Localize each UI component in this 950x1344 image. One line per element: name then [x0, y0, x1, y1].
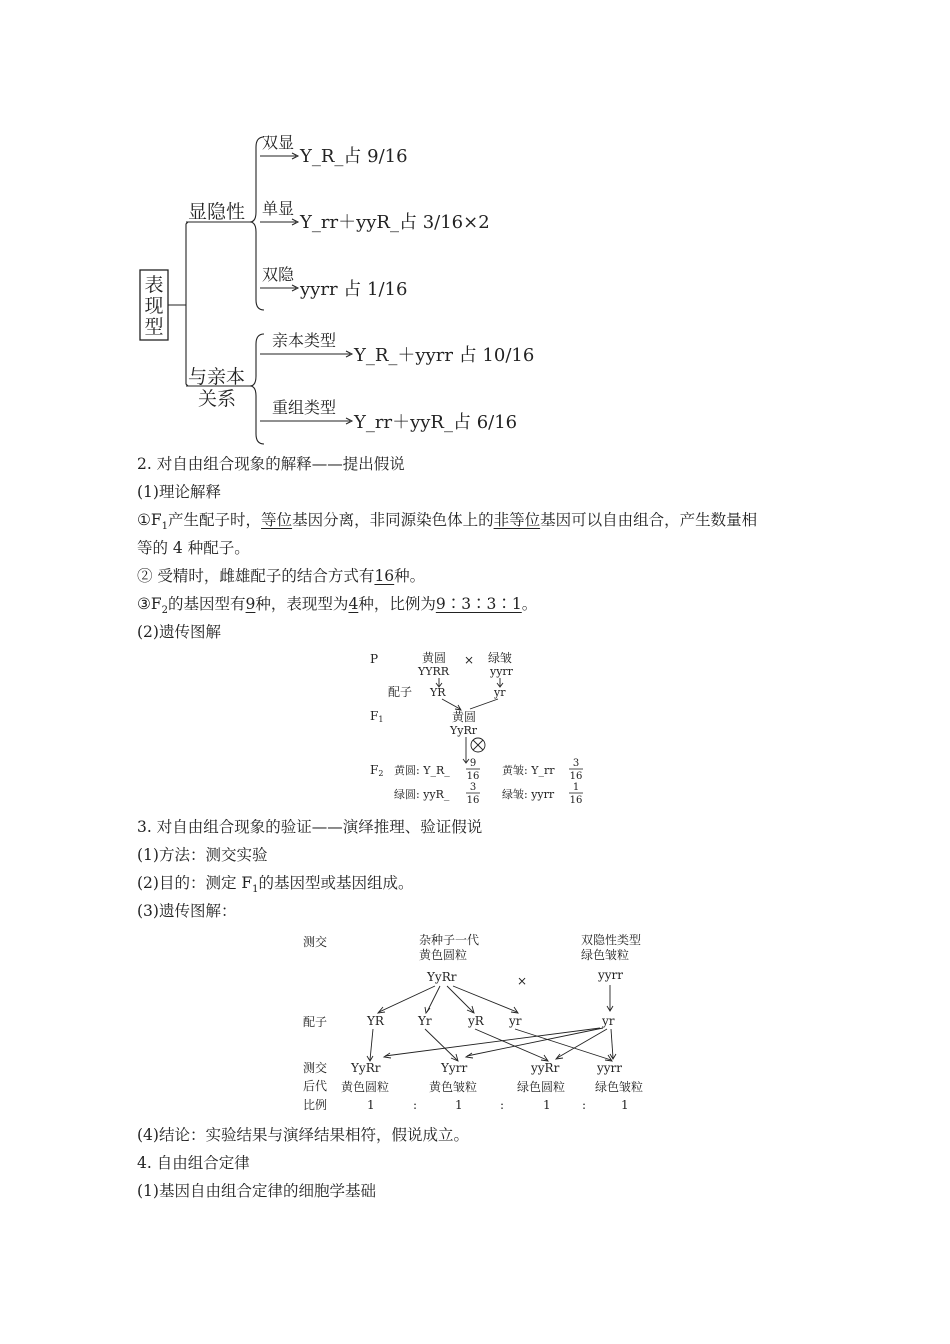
root-char-3: 型 — [144, 316, 164, 338]
answer-4: 4 — [348, 595, 359, 613]
d1-parent2-geno: yyrr — [490, 665, 513, 678]
d2-testcross: 测交 — [303, 935, 328, 949]
d1-gamete1: YR — [430, 686, 446, 699]
b2-result-2: Y_rr＋yyR_占 6/16 — [354, 412, 518, 433]
branch2-label-1: 与亲本 — [188, 366, 246, 388]
d2-gamete-label: 配子 — [303, 1015, 328, 1029]
d2-colon-3: : — [582, 1098, 587, 1112]
sec2-para1: $①F_1$产生配子时，等位基因分离，非同源染色体上的非等位基因可以自由组合，产生数量相 — [137, 511, 758, 533]
sec2-para1-cont: 等的 4 种配子。 — [137, 539, 250, 557]
d2-colon-2: : — [500, 1098, 505, 1112]
d2-cross: × — [517, 974, 528, 988]
d2-hybrid-1: 杂种子一代 — [419, 933, 480, 947]
d2-hybrid-2: 黄色圆粒 — [419, 948, 468, 962]
d1-parent1-geno: YYRR — [418, 665, 450, 678]
b2-result-1: Y_R_＋yyrr 占 10/16 — [354, 345, 535, 366]
d2-phenotype-4: 绿色皱粒 — [595, 1080, 644, 1094]
answer-9: 9 — [245, 595, 256, 613]
sec2-para2: ② 受精时，雌雄配子的结合方式有16种。 — [137, 567, 426, 585]
d2-ratio-label: 比例 — [303, 1098, 328, 1112]
root-char-2: 现 — [144, 295, 164, 317]
d1-F1: F1 — [370, 709, 384, 724]
d2-gamete-3: yR — [468, 1014, 484, 1028]
b1-result-3: yyrr 占 1/16 — [300, 279, 408, 300]
sec2-sub1: (1)理论解释 — [137, 483, 221, 501]
b1-arrow-3: 双隐 — [262, 265, 295, 284]
b1-result-2: Y_rr＋yyR_占 3/16×2 — [300, 212, 490, 233]
d1-parent1: 黄圆 — [422, 651, 447, 665]
d1-f1-geno: YyRr — [450, 724, 478, 737]
sec3-conclusion: (4)结论：实验结果与演绎结果相符，假说成立。 — [137, 1126, 469, 1144]
d2-offspring-label-2: 后代 — [303, 1079, 328, 1093]
branch1-bracket — [250, 137, 264, 310]
d2-offspring-3: yyRr — [531, 1061, 560, 1075]
sec3-s2: (2)目的：测定 $F_1$的基因型或基因组成。 — [137, 874, 414, 896]
answer-nonallele: 非等位 — [493, 511, 541, 529]
answer-allele: 等位 — [261, 511, 293, 529]
branch2-bracket — [250, 334, 264, 444]
d2-recessive-1: 双隐性类型 — [581, 933, 642, 947]
sec3-s1: (1)方法：测交实验 — [137, 846, 268, 864]
d2-gamete-r: yr — [602, 1014, 615, 1028]
sec4-sub1: (1)基因自由组合定律的细胞学基础 — [137, 1182, 376, 1200]
d2-ratio-4: 1 — [621, 1098, 629, 1112]
d2-phenotype-2: 黄色皱粒 — [429, 1080, 478, 1094]
answer-ratio: 9∶3∶3∶1 — [435, 595, 522, 613]
sec3-heading: 3. 对自由组合现象的验证——演绎推理、验证假说 — [137, 818, 483, 836]
d2-offspring-2: Yyrr — [441, 1061, 468, 1075]
sec2-heading: 2. 对自由组合现象的解释——提出假说 — [137, 455, 405, 473]
d1-r2-num: 3 — [572, 758, 580, 769]
d2-phenotype-1: 黄色圆粒 — [341, 1080, 390, 1094]
sec2-sub2: (2)遗传图解 — [137, 623, 221, 641]
d1-parent2: 绿皱 — [488, 651, 513, 665]
d1-gamete2: yr — [494, 686, 506, 699]
d2-recessive-geno: yyrr — [598, 968, 624, 982]
answer-16: 16 — [374, 567, 395, 585]
d2-ratio-3: 1 — [543, 1098, 551, 1112]
d1-P: P — [370, 652, 379, 666]
b1-arrow-2: 单显 — [262, 199, 295, 218]
sec3-s3: (3)遗传图解： — [137, 902, 237, 920]
d1-r2-den: 16 — [569, 771, 583, 782]
d2-gamete-2: Yr — [418, 1014, 432, 1028]
d2-gamete-1: YR — [367, 1014, 384, 1028]
d1-r4-den: 16 — [569, 795, 583, 806]
d1-F2: F2 — [370, 763, 384, 778]
inheritance-diagram-1 — [360, 645, 600, 810]
d1-r3-label: 绿圆: yyR_ — [394, 788, 450, 801]
d2-offspring-label-1: 测交 — [303, 1061, 328, 1075]
d1-f1-pheno: 黄圆 — [452, 710, 477, 724]
d1-r3-num: 3 — [469, 782, 477, 793]
d1-r2-label: 黄皱: Y_rr — [502, 764, 555, 777]
b1-result-1: Y_R_占 9/16 — [300, 146, 408, 167]
d1-r4-label: 绿皱: yyrr — [502, 788, 555, 801]
sec4-heading: 4. 自由组合定律 — [137, 1154, 250, 1172]
root-char-1: 表 — [144, 274, 164, 296]
d1-cross: × — [464, 653, 475, 667]
d2-hybrid-geno: YyRr — [427, 970, 457, 984]
d2-recessive-2: 绿色皱粒 — [581, 948, 630, 962]
phenotype-tree — [0, 0, 950, 450]
d1-r3-den: 16 — [466, 795, 480, 806]
branch1-label: 显隐性 — [188, 201, 246, 223]
b2-arrow-1: 亲本类型 — [272, 331, 337, 350]
d1-gamete-label: 配子 — [388, 685, 413, 699]
d2-ratio-2: 1 — [455, 1098, 463, 1112]
d1-r1-den: 16 — [466, 771, 480, 782]
d2-offspring-1: YyRr — [351, 1061, 381, 1075]
d1-r1-num: 9 — [469, 758, 477, 769]
main-bracket — [186, 222, 198, 386]
sec2-para3: $③F_2$的基因型有9种，表现型为4种，比例为9∶3∶3∶1。 — [137, 595, 538, 617]
d2-colon-1: : — [413, 1098, 418, 1112]
testcross-diagram — [295, 928, 665, 1118]
branch2-label-2: 关系 — [198, 388, 237, 410]
d2-offspring-4: yyrr — [597, 1061, 623, 1075]
d2-phenotype-3: 绿色圆粒 — [517, 1080, 566, 1094]
b2-arrow-2: 重组类型 — [272, 398, 337, 417]
b1-arrow-1: 双显 — [262, 133, 295, 152]
d1-r4-num: 1 — [572, 782, 580, 793]
d1-r1-label: 黄圆: Y_R_ — [394, 764, 450, 777]
d2-gamete-4: yr — [509, 1014, 522, 1028]
d2-ratio-1: 1 — [367, 1098, 375, 1112]
